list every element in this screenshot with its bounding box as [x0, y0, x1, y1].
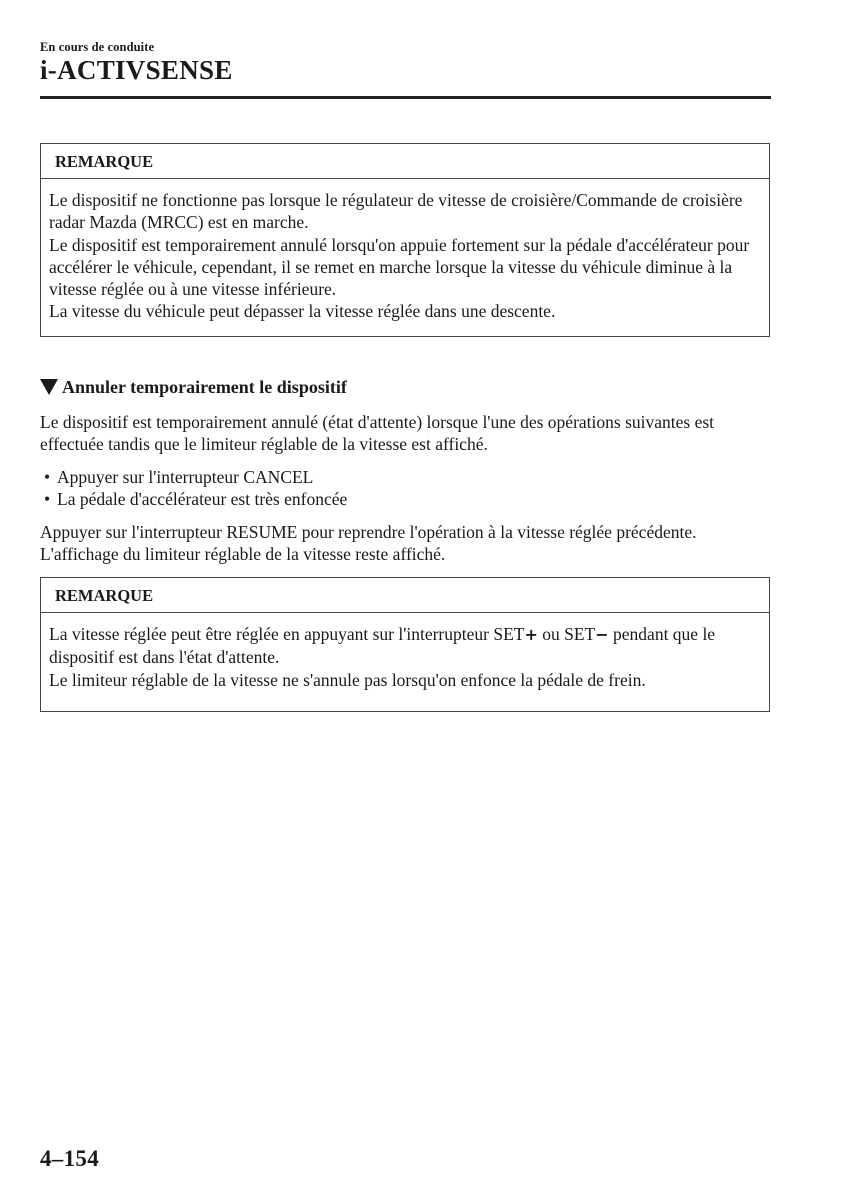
- plus-icon: +: [524, 625, 538, 644]
- resume-paragraph: Appuyer sur l'interrupteur RESUME pour reprendre l'opération à la vitesse réglée précédente. L'affichage du limiteur réglable de la vitesse reste affiché.: [40, 522, 697, 565]
- note-paragraph: La vitesse réglée peut être réglée en appuyant sur l'interrupteur SET+ ou SET− pendant que le dispositif est dans l'état d'attente.: [49, 624, 716, 668]
- chapter-title: i-ACTIVSENSE: [40, 55, 233, 85]
- list-item: • La pédale d'accélérateur est très enfoncée: [44, 489, 348, 510]
- note-paragraph: Le dispositif est temporairement annulé lorsqu'on appuie fortement sur la pédale d'accélérateur pour accélérer le véhicule, cependant, il se remet en marche lorsque la vitesse du véhicule diminue à la vitesse réglée ou à une vitesse inférieure.: [49, 234, 750, 300]
- page-number: 4–154: [40, 1146, 99, 1171]
- section-label: En cours de conduite: [40, 40, 155, 54]
- bullet-list: [44, 466, 347, 511]
- section-heading: [40, 375, 347, 399]
- list-item: • Appuyer sur l'interrupteur CANCEL: [44, 467, 314, 487]
- note-paragraph: Le limiteur réglable de la vitesse ne s'annule pas lorsqu'on enfonce la pédale de frein.: [49, 669, 646, 690]
- note-paragraph: Le dispositif ne fonctionne pas lorsque le régulateur de vitesse de croisière/Commande de croisière radar Mazda (MRCC) est en marche.: [49, 190, 743, 233]
- section-heading-text: Annuler temporairement le dispositif: [62, 377, 347, 397]
- note-heading: REMARQUE: [41, 578, 769, 613]
- bullet-icon: •: [44, 489, 51, 510]
- note-heading: REMARQUE: [41, 144, 769, 179]
- header-divider: [40, 96, 771, 99]
- note-body: [41, 179, 769, 323]
- note-box-2: [40, 577, 770, 712]
- section-intro: Le dispositif est temporairement annulé (état d'attente) lorsque l'une des opérations suivantes est effectuée tandis que le limiteur réglable de la vitesse est affiché.: [40, 412, 715, 455]
- triangle-down-icon: [40, 379, 58, 395]
- bullet-icon: •: [44, 467, 51, 487]
- note-body: [41, 613, 769, 691]
- note-paragraph: La vitesse du véhicule peut dépasser la vitesse réglée dans une descente.: [49, 301, 556, 322]
- note-box-1: [40, 143, 770, 337]
- minus-icon: −: [595, 625, 609, 644]
